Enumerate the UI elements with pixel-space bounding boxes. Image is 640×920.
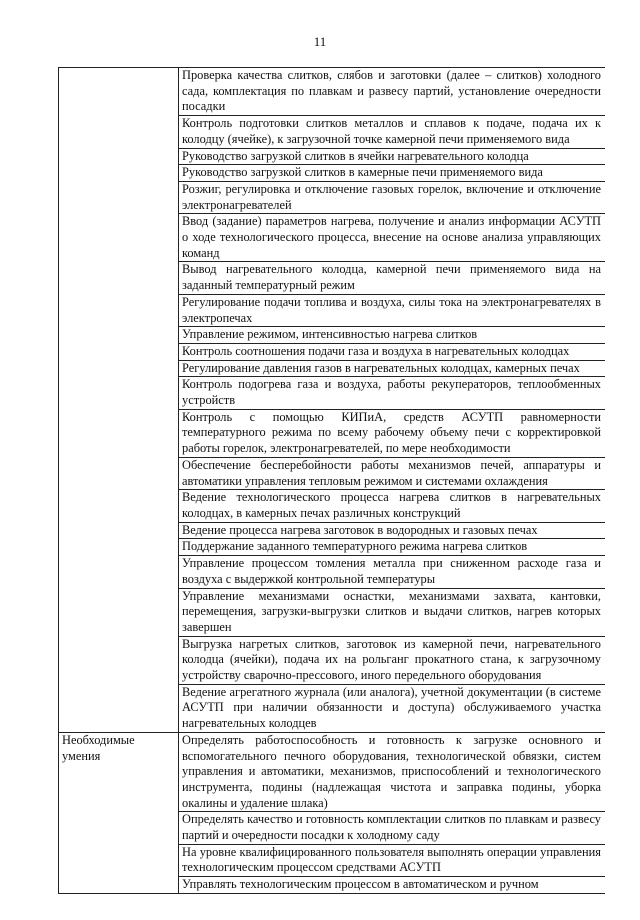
page-number: 11 <box>313 34 327 49</box>
table-row <box>59 732 606 812</box>
requirement-item: Управление режимом, интенсивностью нагрева слитков <box>179 327 606 344</box>
requirement-item: Руководство загрузкой слитков в ячейки нагревательного колодца <box>179 148 606 165</box>
requirement-item: Контроль соотношения подачи газа и воздуха в нагревательных колодцах <box>179 343 606 360</box>
requirement-item: Определять работоспособность и готовность к загрузке основного и вспомогательного печного оборудования, технологической обвязки, систем управления и автоматики, механизмов, приспособлений и технологического инструмента, подины (надлежащая чистота и заправка подины, уборка окалины и удаление шлака) <box>179 732 606 812</box>
requirements-table <box>58 67 605 894</box>
requirement-item: Контроль с помощью КИПиА, средств АСУТП равномерности температурного режима по всему рабочему объему печи с корректировкой работы горелок, электронагревателей, по мере необходимости <box>179 409 606 457</box>
requirement-item: Регулирование подачи топлива и воздуха, силы тока на электронагревателях в электропечах <box>179 294 606 326</box>
requirement-item: Розжиг, регулировка и отключение газовых горелок, включение и отключение электронагревателей <box>179 181 606 213</box>
section-label <box>59 68 179 733</box>
requirements-table-body <box>59 68 606 894</box>
requirement-item: Ведение технологического процесса нагрева слитков в нагревательных колодцах, в камерных печах различных конструкций <box>179 490 606 522</box>
requirement-item: Контроль подготовки слитков металлов и сплавов к подаче, подача их к колодцу (ячейке), к загрузочной точке камерной печи применяемого вида <box>179 116 606 148</box>
requirement-item: Обеспечение бесперебойности работы механизмов печей, аппаратуры и автоматики управления тепловым режимом и системами охлаждения <box>179 457 606 489</box>
requirement-item: Управлять технологическим процессом в автоматическом и ручном <box>179 877 606 894</box>
requirement-item: Регулирование давления газов в нагревательных колодцах, камерных печах <box>179 360 606 377</box>
requirement-item: На уровне квалифицированного пользователя выполнять операции управления технологическим процессом средствами АСУТП <box>179 844 606 876</box>
requirement-item: Руководство загрузкой слитков в камерные печи применяемого вида <box>179 165 606 182</box>
requirement-item: Определять качество и готовность комплектации слитков по плавкам и развесу партий и очередности посадки к холодному саду <box>179 812 606 844</box>
requirement-item: Контроль подогрева газа и воздуха, работы рекуператоров, теплообменных устройств <box>179 377 606 409</box>
requirement-item: Выгрузка нагретых слитков, заготовок из камерной печи, нагревательного колодца (ячейки), подача их на рольганг прокатного стана, к загрузочному устройству сварочно-прессового, иного передельного оборудования <box>179 636 606 684</box>
table-row <box>59 68 606 116</box>
requirement-item: Поддержание заданного температурного режима нагрева слитков <box>179 539 606 556</box>
requirement-item: Проверка качества слитков, слябов и заготовки (далее – слитков) холодного сада, комплектация по плавкам и развесу партий, установление очередности посадки <box>179 68 606 116</box>
requirement-item: Ведение процесса нагрева заготовок в водородных и газовых печах <box>179 522 606 539</box>
requirement-item: Ведение агрегатного журнала (или аналога), учетной документации (в системе АСУТП при наличии обязанности и доступа) обслуживаемого участка нагревательных колодцев <box>179 684 606 732</box>
requirement-item: Управление механизмами оснастки, механизмами захвата, кантовки, перемещения, загрузки-выгрузки слитков и выдачи слитков, нагрев которых завершен <box>179 588 606 636</box>
requirement-item: Управление процессом томления металла при сниженном расходе газа и воздуха с выдержкой контрольной температуры <box>179 556 606 588</box>
requirements-table-area <box>58 67 605 920</box>
requirement-item: Ввод (задание) параметров нагрева, получение и анализ информации АСУТП о ходе технологического процесса, внесение на основе анализа управляющих команд <box>179 214 606 262</box>
requirement-item: Вывод нагревательного колодца, камерной печи применяемого вида на заданный температурный режим <box>179 262 606 294</box>
section-label: Необходимые умения <box>59 732 179 893</box>
